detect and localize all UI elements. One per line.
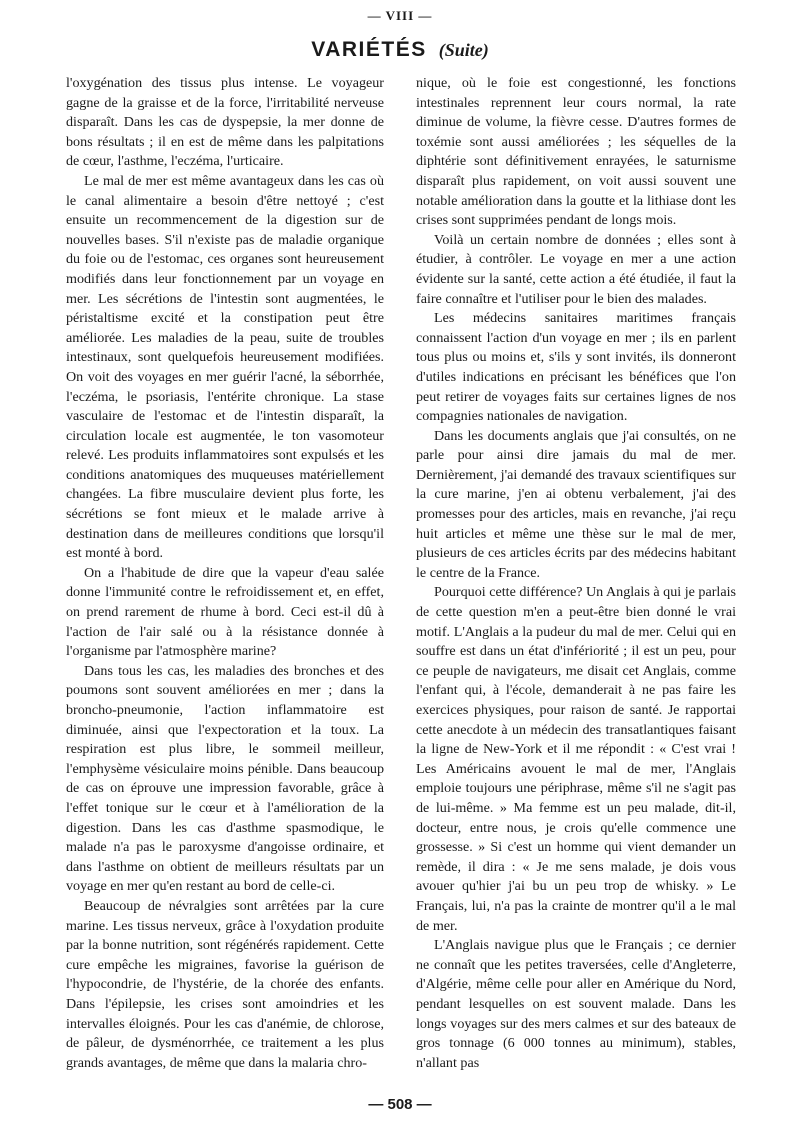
left-column xyxy=(66,74,384,1094)
paragraph: Voilà un certain nombre de données ; elles sont à étudier, à contrôler. Le voyage en mer a une action évidente sur la santé, cette action a été étudiée, il faut la faire connaître et l'utiliser pour le bien des malades. xyxy=(416,231,736,307)
section-header xyxy=(0,38,800,62)
paragraph: Beaucoup de névralgies sont arrêtées par la cure marine. Les tissus nerveux, grâce à l'oxydation produite par la bonne nutrition, sont régénérés rapidement. Cette cure empêche les migraines, favorise la guérison de l'hypocondrie, de l'hystérie, de la chorée des enfants. Dans l'épilepsie, les crises sont amoindries et les intervalles éloignés. Pour les cas d'anémie, de chlorose, de pâleur, de dysménorrhée, ce traitement a les plus grands avantages, de même que dans la malaria chro- xyxy=(66,897,384,1071)
paragraph: nique, où le foie est congestionné, les fonctions intestinales reprennent leur cours normal, la rate diminue de volume, la fièvre cesse. D'autres formes de toxémie sont aussi améliorées ; les séquelles de la diphtérie sont définitivement enrayées, le saturnisme disparaît plus rapidement, on voit aussi souvent une notable amélioration dans la goutte et la lithiase dont les crises sont supprimées pendant de longs mois. xyxy=(416,75,736,229)
paragraph: Dans les documents anglais que j'ai consultés, on ne parle pour ainsi dire jamais du mal de mer. Dernièrement, j'ai demandé des travaux scientifiques sur la cure marine, j'en ai obtenu verbalement, j'ai des promesses pour des articles, mais en revanche, j'ai reçu huit articles et même une thèse sur le mal de mer, plusieurs de ces articles écrits par des médecins habitant le centre de la France. xyxy=(416,427,736,581)
paragraph: l'oxygénation des tissus plus intense. Le voyageur gagne de la graisse et de la force, l'irritabilité nerveuse disparaît. Dans les cas de dyspepsie, la mer donne de bons résultats ; il en est de même dans les palpitations de cœur, l'asthme, l'eczéma, l'urticaire. xyxy=(66,75,384,170)
section-title: VARIÉTÉS xyxy=(311,38,427,61)
paragraph: Les médecins sanitaires maritimes français connaissent l'action d'un voyage en mer ; ils en parlent tous plus ou moins et, s'ils y sont invités, ils donneront d'utiles indications en précisant les bénéfices que l'on peut retirer de voyages faits sur certaines lignes de nos compagnies nationales de navigation. xyxy=(416,310,736,425)
paragraph: On a l'habitude de dire que la vapeur d'eau salée donne l'immunité contre le refroidissement et, en effet, on prend rarement de rhume à bord. Ceci est-il dû à l'action de l'air salé ou à la résistance donnée à l'organisme par l'atmosphère marine? xyxy=(66,564,384,660)
paragraph: Le mal de mer est même avantageux dans les cas où le canal alimentaire a besoin d'être nettoyé ; c'est ensuite un recommencement de la digestion sur de nouvelles bases. S'il n'existe pas de maladie organique du foie ou de l'estomac, ces organes sont heureusement modifiés dans leur fonctionnement par un voyage en mer. Les sécrétions de l'intestin sont augmentées, le péristaltisme excité et la constipation peut être améliorée. Les maladies de la peau, suite de troubles intestinaux, sont quelquefois heureusement modifiées. On voit des voyages en mer guérir l'acné, la séborrhée, l'eczéma, le psoriasis, l'entérite chronique. La stase vasculaire de l'estomac et de l'intestin disparaît, la circulation locale est augmentée, le ton vasomoteur relevé. Les produits inflammatoires sont expulsés et les conditions anatomiques des muqueuses matériellement changées. La fibre musculaire devient plus forte, les sécrétions se font mieux et le malade arrive à destination dans de meilleures conditions que lorsqu'il est monté à bord. xyxy=(66,172,384,562)
paragraph: L'Anglais navigue plus que le Français ; ce dernier ne connaît que les petites traversées, celle d'Angleterre, d'Algérie, même celle pour aller en Amérique du Nord, pendant lesquelles on est souvent malade. Dans les longs voyages sur des mers calmes et sur des bateaux de gros tonnage (6 000 tonnes au minimum), stables, n'allant pas xyxy=(416,937,736,1071)
right-column xyxy=(416,74,736,1094)
paragraph: Pourquoi cette différence? Un Anglais à qui je parlais de cette question m'en a peut-être bien donné le vrai motif. L'Anglais a la pudeur du mal de mer. Celui qui en souffre est dans un état d'infériorité ; il est un peu, pour ce peuple de navigateurs, me disait cet Anglais, comme l'enfant qui, à l'école, demanderait à ne pas faire les exercices physiques, pour raison de santé. Je rapportai cette anecdote à un médecin des transatlantiques faisant la ligne de New-York et il me répondit : « C'est vrai ! Les Américains avouent le mal de mer, l'Anglais emploie toujours une périphrase, même s'il ne s'agit pas de lui-même. » Ma femme est un peu malade, dit-il, docteur, entre nous, je crois qu'elle commence une grossesse. » Si c'est un homme qui vient demander un remède, il dira : « Je me sens malade, je dois vous avouer qu'hier j'ai bu un peu trop de whisky. » Le Français, lui, n'a pas la crainte de montrer qu'il a le mal de mer. xyxy=(416,584,736,934)
roman-folio: — VIII — xyxy=(367,8,433,23)
paragraph: Dans tous les cas, les maladies des bronches et des poumons sont souvent améliorées en mer ; dans la broncho-pneumonie, l'action inflammatoire est diminuée, ainsi que l'expectoration et la toux. La respiration est plus libre, le sommeil meilleur, l'emphysème vésiculaire moins pénible. Dans beaucoup de cas on éprouve une impression favorable, grâce à l'effet tonique sur le cœur et à l'amélioration de la digestion. Dans les cas d'asthme spasmodique, le malade n'a pas le paroxysme d'angoisse ordinaire, et dans l'asthme on obtient de meilleurs résultats par un voyage en mer qu'en restant au bord de celle-ci. xyxy=(66,662,384,895)
section-subtitle: (Suite) xyxy=(438,40,489,60)
page-number: — 508 — xyxy=(368,1096,432,1113)
